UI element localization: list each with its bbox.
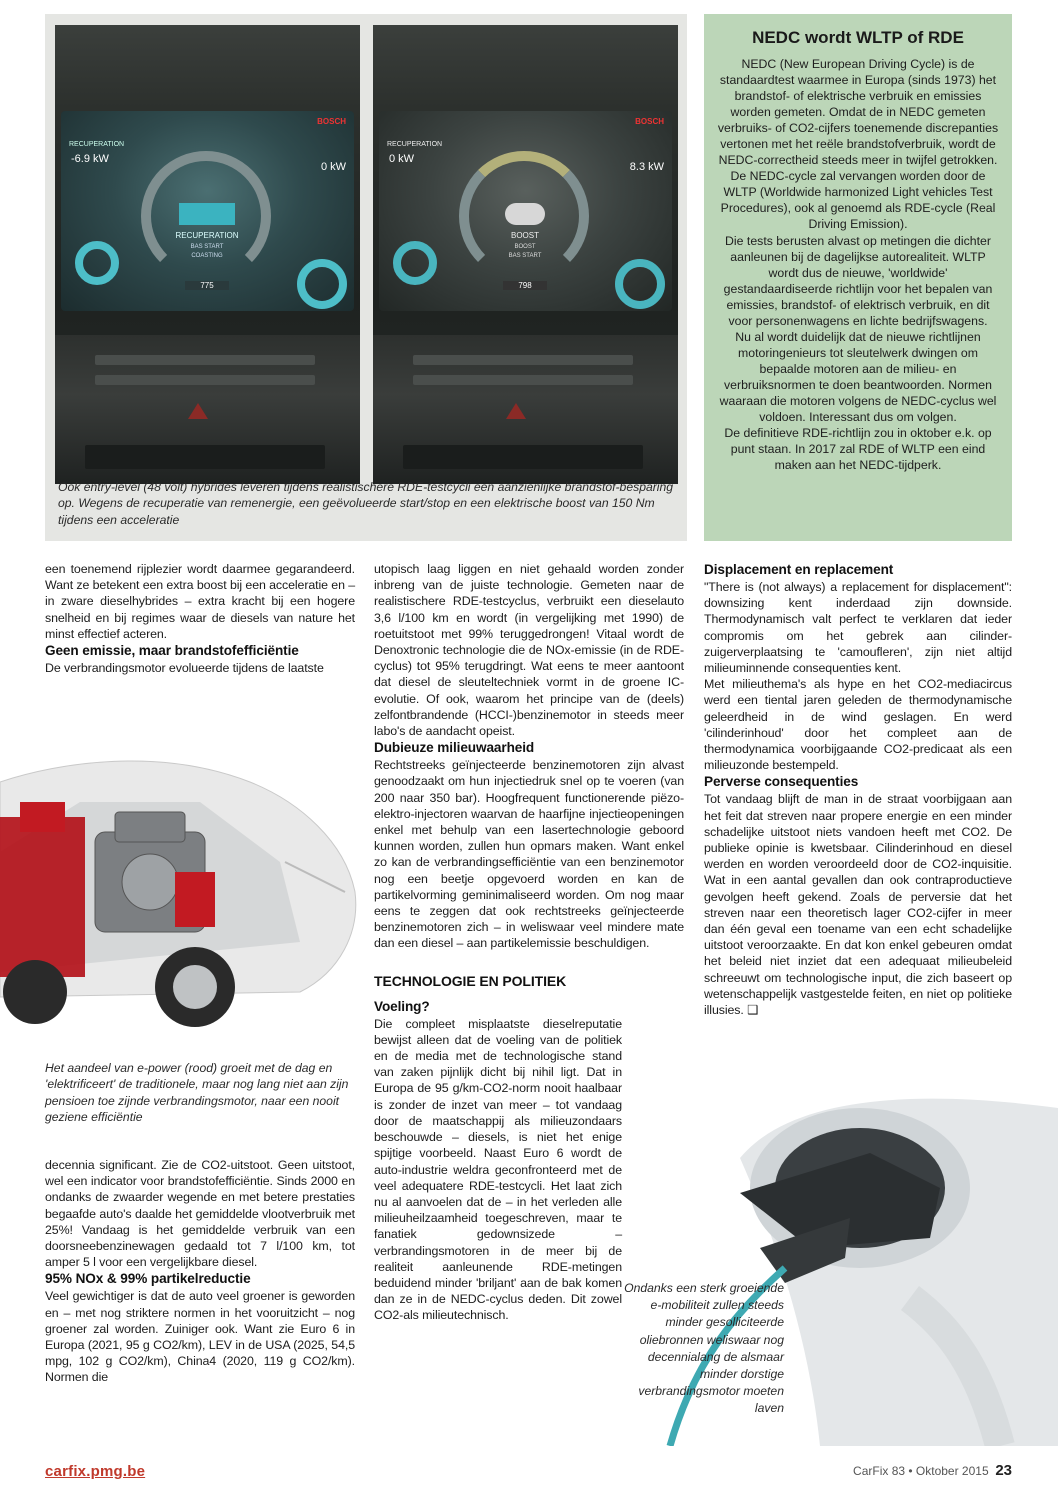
mode-sub2: COASTING (191, 253, 223, 259)
bis-value: 0 kW (320, 161, 346, 173)
dashboard-console (373, 335, 678, 484)
nedc-sidebar (704, 14, 1012, 541)
hazard-button-icon (188, 403, 208, 419)
dashboard-console (55, 335, 360, 484)
mode-sub2: BAS START (508, 253, 542, 259)
heading-milieuwaarheid: Dubieuze milieuwaarheid (374, 740, 535, 756)
bis-value: 8.3 kW (629, 161, 664, 173)
sidebar-title: NEDC wordt WLTP of RDE (752, 28, 964, 47)
hazard-button-icon (506, 403, 526, 419)
paragraph: Tot vandaag blijft de man in de straat voorbijgaan aan het feit dat streven naar propere energie en een minder schadelijke uitstoot niets vandoen heeft met CO2. De publieke opinie is kwetsbaar. Cilinderinhoud en diesel werden en worden veroordeeld door de CO2-inquisitie. Wat in een aantal gevallen dan ook contraproductieve gevolgen heeft gekend. Zoals de perversie dat het streven naar een theoretisch lager CO2-cijfer in meer dan één geval een toename van een echt schadelijke uitstoot veroorzaakte. En dat kon enkel gebeuren omdat het beleid niet inziet dat een adequaat milieubeleid schreeuwt om technologische input, die zich baseert op wetenschappelijk vastgestelde feiten, en niet op politieke illusies. ❑ (704, 792, 1012, 1018)
recup-label: RECUPERATION (69, 141, 125, 148)
car-powertrain-illustration (0, 742, 360, 1042)
coasting-donut (393, 241, 437, 285)
motor-off-donut (297, 259, 347, 309)
distance-value: 775 (185, 281, 229, 290)
recup-label: RECUPERATION (387, 141, 443, 148)
heading-perverse: Perverse consequenties (704, 774, 859, 790)
dashboard-photo-recuperation (55, 25, 360, 484)
motor-off-donut (615, 259, 665, 309)
distance-value: 798 (503, 281, 547, 290)
hybrid-display-screen (61, 111, 354, 311)
mode-label: BOOST (510, 231, 539, 240)
sidebar-paragraph: Nu al wordt duidelijk dat de nieuwe richtlijnen motoringenieurs tot sleutelwerk dwingen om bepaalde motoren aan de milieu- en verbruiksnormen te doen beantwoorden. Normen waaraan die motoren volgens de NEDC-cyclus wel voldoen. Interessant dus om volgen. (719, 329, 997, 425)
paragraph: Veel gewichtiger is dat de auto veel groener is geworden en – met nog striktere normen in het vooruitzicht – nog groener zal worden. Zuiniger ook. Want zie Euro 6 in Europa (2021, 95 g CO2/km), LEV in de USA (2025, 54,5 mpg, 102 g CO2/km), China4 (2020, 119 g CO2/km). Normen die (45, 1289, 355, 1385)
paragraph: utopisch laag liggen en niet gehaald worden zonder inbreng van de juiste technologie. Gemeten naar de realistischere RDE-testcyclus, verbruikt een dieselauto 3,6 l/100 km en wordt (in vergelijking met 1990) de roetuitstoot met 99% teruggedrongen! Vitaal wordt de Denoxtronic technologie die de NOx-emissie (in de RDE-cyclus) tot 95% terugdringt. Wat eens te meer aantoont dat diesel de sleuteltechniek vormt in de groene IC-evolutie. Of ook, waarom het principe van de (deels) zelfontbrandende (HCCI-)benzinemotor in steeds meer labo's de aandacht opeist. (374, 562, 684, 739)
dashboard-photo-boost (373, 25, 678, 484)
paragraph: decennia significant. Zie de CO2-uitstoot. Geen uitstoot, wel een indicator voor brandstofefficiëntie. Sinds 2000 en ondanks de zwaarder wegende en met betere prestaties begaafde auto's daalde het gemiddelde vlootverbruik met 25%! Vandaag is het gemiddelde verbruik van een doorsneebenzinewagen gedaald tot 7 l/100 km, tot amper 5 l voor een vergelijkbare diesel. (45, 1158, 355, 1270)
paragraph: Met milieuthema's als hype en het CO2-mediacircus werd een tiental jaren geleden de thermodynamische geleerdheid in de wind geslagen. En werd 'cilinderinhoud' door het compleet aan de thermodynamica voorbijgaande CO2-predicaat als een milieuzonde bestempeld. (704, 677, 1012, 773)
issue-label: CarFix 83 • Oktober 2015 (853, 1464, 989, 1478)
paragraph: Rechtstreeks geïnjecteerde benzinemotoren zijn alvast genoodzaakt om hun injectiedruk snel op te voeren (van 200 naar 350 bar). Hoogfrequent functionerende piëzo-elektro-injectoren waarvan de haarfijne injectieopeningen enkel met behulp van een lasertechnologie geboord kunnen worden, zullen hun opmars maken. Want enkel zo kan de verbrandingsefficiëntie van een benzinemotor nog een beetje opgevoerd worden en kan de partikelvorming geminimaliseerd worden. Om nog maar eens te zeggen dat ook rechtstreeks geïnjecteerde benzinemotoren zich – in weliswaar veel mindere mate dan een diesel – aan partikelemissie beschuldigen. (374, 758, 684, 951)
car-caption: Het aandeel van e-power (rood) groeit met de dag en 'elektrificeert' de traditionele, maar nog lang niet aan zijn pensioen toe zijnde verbrandingsmotor, naar een nooit geziene efficiëntie (45, 1061, 349, 1125)
mode-sub1: BOOST (514, 244, 536, 250)
footer-issue (853, 1462, 1012, 1479)
sidebar-paragraph: Die tests berusten alvast op metingen die dichter aanleunen bij de dagelijkse autorealiteit. WLTP wordt dus de nieuwe, 'worldwide' gestandaardiseerde richtlijn voor het bepalen van emissies, brandstof- of elektrisch verbruik, en dit voor personenwagens en lichte bedrijfswagens. (723, 233, 993, 328)
column-3 (704, 561, 1012, 1018)
plug-caption: Ondanks een sterk groeiende e-mobiliteit zullen steeds minder gesolliciteerde oliebronnen weliswaar nog decennialang de alsmaar minder dorstige verbrandingsmotor moeten laven (624, 1281, 784, 1416)
boost-icon (505, 203, 545, 225)
heading-emissie: Geen emissie, maar brandstofefficiëntie (45, 643, 299, 659)
recup-value: 0 kW (389, 153, 415, 165)
mode-label: RECUPERATION (175, 231, 239, 240)
sidebar-paragraph: NEDC (New European Driving Cycle) is de standaardtest waarmee in Europa (sinds 1973) het brandstof- of elektrische verbruik en emissies worden gemeten. Omdat de in NEDC gemeten verbruiks- of CO2-cijfers toenemende discrepanties vertonen met het reële brandstofverbruik, wordt de NEDC-correctheid steeds meer in twijfel getrokken. (717, 57, 999, 168)
top-photo-caption: Ook entry-level (48 volt) hybrides leveren tijdens realistischere RDE-testcycli een aanzienlijke brandstof-besparing op. Wegens de recuperatie van remenergie, een geëvolueerde start/stop en een elektrische boost van 150 Nm tijdens een acceleratie (58, 480, 674, 527)
page-number: 23 (995, 1462, 1012, 1479)
sidebar-paragraph: De definitieve RDE-richtlijn zou in oktober e.k. op punt staan. In 2017 zal RDE of WLTP een eind maken aan het NEDC-tijdperk. (724, 426, 992, 473)
website-link[interactable]: carfix.pmg.be (45, 1463, 146, 1480)
paragraph: Die compleet misplaatste dieselreputatie bewijst alleen dat de voeling van de politiek en de media met de technologische stand van zaken pijnlijk dicht bij nihil ligt. Dat in Europa de 95 g/km-CO2-norm nooit haalbaar is zonder de inzet van meer – tot vandaag door de maatschappij als milieuzondaars beschouwde – diesels, is niet het enige spijtige voorbeeld. Naast Euro 6 wordt de auto-industrie weldra geconfronteerd met de veel adequatere RDE-testcycli. Het laat zich nu al aanvoelen dat de – in het verleden alle milieuheilzaamheid toegeschreven, maar te fanatiek gedownsizede – verbrandingsmotoren in de meer bij de realiteit aanleunende RDE-metingen beduidend minder 'briljant' aan de bak komen dan ze in de NEDC-cyclus deden. Dit zowel CO2-als milieutechnisch. (374, 1016, 622, 1323)
coasting-donut (75, 241, 119, 285)
column-1-bottom (45, 1157, 355, 1386)
sidebar-body (714, 56, 1002, 473)
recup-value: -6.9 kW (71, 153, 109, 165)
battery-icon (179, 203, 235, 225)
hybrid-display-screen (379, 111, 672, 311)
heading-technologie: TECHNOLOGIE EN POLITIEK (374, 972, 567, 989)
bosch-logo: BOSCH (635, 117, 664, 126)
paragraph: De verbrandingsmotor evolueerde tijdens de laatste (45, 661, 324, 676)
column-1-top (45, 561, 355, 676)
paragraph: "There is (not always) a replacement for displacement": downsizing kent inderdaad zijn downside. Thermodynamisch valt perfect te verklaren dat ieder compromis om het gebrek aan cilinder-zuigerverplaatsing te 'camoufleren', zijn niet altijd milieuminnende consequenties kent. (704, 580, 1012, 676)
heading-nox: 95% NOx & 99% partikelreductie (45, 1271, 251, 1287)
heading-displacement: Displacement en replacement (704, 562, 894, 577)
photo-panel (45, 14, 687, 541)
paragraph: een toenemend rijplezier wordt daarmee gegarandeerd. Want ze betekent een extra boost bij een acceleratie en – in zware dieselhybrides – extra kracht bij een hogere snelheid en bij regimes waar de diesels van nature het minst effectief acteren. (45, 562, 356, 641)
mode-sub1: BAS START (190, 244, 224, 250)
bosch-logo: BOSCH (317, 117, 346, 126)
sidebar-paragraph: De NEDC-cycle zal vervangen worden door de WLTP (Worldwide harmonized Light vehicles Test Procedures), ook al genoemd als RDE-cycle (Real Driving Emission). (720, 169, 996, 232)
heading-voeling: Voeling? (374, 998, 430, 1014)
